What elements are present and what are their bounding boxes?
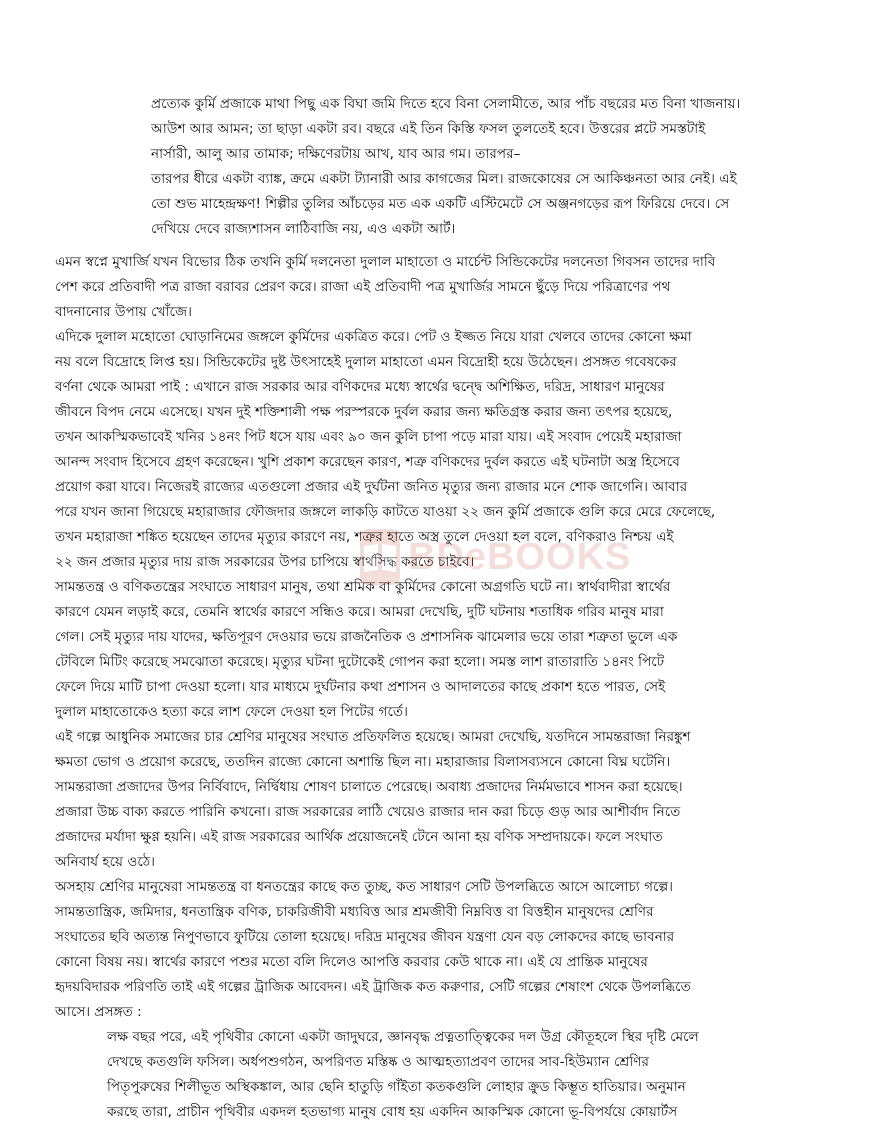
text-line: সামন্ততন্ত্র ও বণিকতন্ত্রের সংঘাতে সাধারণ মানুষ, তথা শ্রমিক বা কুর্মিদের কোনো অগ্রগতি ঘটে না। স্বার্থবাদীরা স্বার্থের — [55, 579, 671, 595]
text-line: আনন্দ সংবাদ হিসেবে গ্রহণ করেছেন। খুশি প্রকাশ করেছেন কারণ, শত্রু বণিকদের দুর্বল করতে এই ঘটনাটা অস্ত্র হিসেবে — [55, 454, 680, 470]
text-line: তখন আকস্মিকভাবেই খনির ১৪নং পিট ধসে যায় এবং ৯০ জন কুলি চাপা পড়ে মারা যায়। এই সংবাদ পেয়েই মহারাজা — [55, 429, 682, 445]
text-line: বর্ণনা থেকে আমরা পাই : এখানে রাজ সরকার আর বণিকদের মধ্যে স্বার্থের দ্বন্দ্বে অশিক্ষিত, দরিদ্র, সাধারণ মানুষের — [55, 379, 665, 395]
body-paragraph-3 — [55, 325, 798, 575]
text-line: নার্সারী, আলু আর তামাক; দক্ষিণেরটায় আখ, যাব আর গম। তারপর– — [151, 146, 521, 162]
text-line: ফেলে দিয়ে মাটি চাপা দেওয়া হলো। যার মাধ্যমে দুর্ঘটনার কথা প্রশাসন ও আদালতের কাছে প্রকাশ হতে পারত, সেই — [55, 679, 666, 695]
text-line: আউশ আর আমন; তা ছাড়া একটা রব। বছরে এই তিন কিস্তি ফসল তুলতেই হবে। উত্তরের প্লটে সমস্তটাই — [151, 121, 706, 137]
body-paragraph-2 — [55, 250, 798, 325]
text-line: ২২ জন প্রজার মৃত্যুর দায় রাজ সরকারের উপর চাপিয়ে স্বার্থসিদ্ধ করতে চাইবে। — [55, 554, 475, 570]
text-line: টেবিলে মিটিং করেছে সমঝোতা করেছে। মৃত্যুর ঘটনা দুটোকেই গোপন করা হলো। সমস্ত লাশ রাতারাতি ১৪নং পিটে — [55, 654, 665, 670]
text-line: জীবনে বিপদ নেমে এসেছে। যখন দুই শক্তিশালী পক্ষ পরস্পরকে দুর্বল করার জন্য ক্ষতিগ্রস্ত করার জন্য তৎপর হয়েছে, — [55, 404, 673, 420]
text-line: নয় বলে বিদ্রোহে লিপ্ত হয়। সিন্ডিকেটের দুষ্ট উৎসাহেই দুলাল মাহাতো এমন বিদ্রোহী হয়ে উঠেছেন। প্রসঙ্গত গবেষকের — [55, 354, 677, 370]
text-line: তারপর ধীরে একটা ব্যাঙ্ক, ক্রমে একটা ট্যানারী আর কাগজের মিল। রাজকোষের সে আকিঞ্চনতা আর নেই। এই — [151, 171, 737, 187]
text-line: এদিকে দুলাল মহোতো ঘোড়ানিমের জঙ্গলে কুর্মিদের একত্রিত করে। পেট ও ইজ্জত নিয়ে যারা খেলবে তাদের কোনো ক্ষমা — [55, 329, 692, 345]
text-line: প্রজারা উচ্চ বাক্য করতে পারিনি কখনো। রাজ সরকারের লাঠি খেয়েও রাজার দান করা চিড়ে গুড় আর আশীর্বাদ নিতে — [55, 804, 681, 820]
text-line: এই গল্পে আধুনিক সমাজের চার শ্রেণির মানুষের সংঘাত প্রতিফলিত হয়েছে। আমরা দেখেছি, যতদিনে সামন্তরাজা নিরঙ্কুশ — [55, 729, 691, 745]
text-line: লক্ষ বছর পরে, এই পৃথিবীর কোনো একটা জাদুঘরে, জ্ঞানবৃদ্ধ প্রত্নতাত্ত্বিকের দল উগ্র কৌতূহলে স্থির দৃষ্টি মেলে — [107, 1029, 699, 1045]
quote-paragraph-1 — [151, 92, 798, 242]
body-paragraph-4 — [55, 575, 798, 725]
text-line: দুলাল মাহাতোকেও হত্যা করে লাশ ফেলে দেওয়া হল পিটের গর্তে। — [55, 704, 408, 720]
text-line: অনিবার্য হয়ে ওঠে। — [55, 854, 155, 870]
text-line: ক্ষমতা ভোগ ও প্রয়োগ করেছে, ততদিন রাজ্যে কোনো অশান্তি ছিল না। মহারাজার বিলাসব্যসনে কোনো বিঘ্ন ঘটেনি। — [55, 754, 671, 770]
text-line: হৃদয়বিদারক পরিণতি তাই এই গল্পের ট্রাজিক আবেদন। এই ট্রাজিক কত করুণার, সেটি গল্পের শেষাংশ থেকে উপলব্ধিতে — [55, 979, 691, 995]
text-line: সংঘাতের ছবি অত্যন্ত নিপুণভাবে ফুটিয়ে তোলা হয়েছে। দরিদ্র মানুষের জীবন যন্ত্রণা যেন বড় লোকদের কাছে ভাবনার — [55, 929, 675, 945]
quote-paragraph-7 — [107, 1025, 798, 1125]
text-line: বাদনানোর উপায় খোঁজে। — [55, 304, 192, 320]
watermark-text: BDeBOOKS — [408, 535, 632, 578]
text-line: কোনো বিষয় নয়। স্বার্থের কারণে পশুর মতো বলি দিলেও আপত্তি করবার কেউ থাকে না। এই যে প্রান্তিক মানুষের — [55, 954, 648, 970]
text-line: দেখিয়ে দেবে রাজ্যশাসন লাঠিবাজি নয়, এও একটা আর্ট। — [151, 221, 456, 237]
text-line: সামন্ততান্ত্রিক, জমিদার, ধনতান্ত্রিক বণিক, চাকরিজীবী মধ্যবিত্ত আর শ্রমজীবী নিম্নবিত্ত বা বিত্তহীন মানুষদের শ্রেণির — [55, 904, 654, 920]
text-line: পেশ করে প্রতিবাদী পত্র রাজা বরাবর প্রেরণ করে। রাজা এই প্রতিবাদী পত্র মুখার্জির সামনে ছুঁড়ে দিয়ে পরিত্রাণের পথ — [55, 279, 671, 295]
text-line: এমন স্বপ্নে মুখার্জি যখন বিভোর ঠিক তখনি কুর্মি দলনেতা দুলাল মাহাতো ও মার্চেন্ট সিন্ডিকেটের দলনেতা গিবসন তাদের দাবি — [55, 254, 716, 270]
text-line: সামন্তরাজা প্রজাদের উপর নির্বিবাদে, নির্দ্বিধায় শোষণ চালাতে পেরেছে। অবাধ্য প্রজাদের নির্মমভাবে শাসন করা হয়েছে। — [55, 779, 683, 795]
text-line: কারণে যেমন লড়াই করে, তেমনি স্বার্থের কারণে সন্ধিও করে। আমরা দেখেছি, দুটি ঘটনায় শতাধিক গরিব মানুষ মারা — [55, 604, 664, 620]
body-paragraph-5 — [55, 725, 798, 875]
text-line: করছে তারা, প্রাচীন পৃথিবীর একদল হতভাগ্য মানুষ বোধ হয় একদিন আকস্মিক কোনো ভূ-বিপর্যয়ে কোয়ার্টস — [107, 1104, 678, 1120]
text-line: অসহায় শ্রেণির মানুষেরা সামন্ততন্ত্র বা ধনতন্ত্রের কাছে কত তুচ্ছ, কত সাধারণ সেটি উপলব্ধিতে আসে আলোচ্য গল্পে। — [55, 879, 674, 895]
text-line: তো শুভ মাহেন্দ্রক্ষণ! শিল্পীর তুলির আঁচড়ের মত এক একটি এস্টিমেটে সে অঞ্জনগড়ের রূপ ফিরিয়ে দেবে। সে — [151, 196, 730, 212]
text-line: আসে। প্রসঙ্গত : — [55, 1004, 142, 1020]
text-line: প্রত্যেক কুর্মি প্রজাকে মাথা পিছু এক বিঘা জমি দিতে হবে বিনা সেলামীতে, আর পাঁচ বছরের মত বিনা খাজনায়। — [151, 96, 741, 112]
text-line: তখন মহারাজা শঙ্কিত হয়েছেন তাদের মৃত্যুর কারণে নয়, শত্রুর হাতে অস্ত্র তুলে দেওয়া হল বলে, বণিকরাও নিশ্চয় এই — [55, 529, 674, 545]
text-line: পরে যখন জানা গিয়েছে মহারাজার ফৌজদার জঙ্গলে লাকড়ি কাটতে যাওয়া ২২ জন কুর্মি প্রজাকে গুলি করে মেরে ফেলেছে, — [55, 504, 716, 520]
text-line: প্রজাদের মর্যাদা ক্ষুণ্ণ হয়নি। এই রাজ সরকারের আর্থিক প্রয়োজনেই টেনে আনা হয় বণিক সম্প্রদায়কে। ফলে সংঘাত — [55, 829, 663, 845]
text-line: পিতৃপুরুষের শিলীভূত অস্থিকঙ্কাল, আর ছেনি হাতুড়ি গাঁইতা কতকগুলি লোহার ক্রুড কিম্ভূত হাতিয়ার। অনুমান — [107, 1079, 686, 1095]
body-paragraph-6 — [55, 875, 798, 1025]
text-line: প্রয়োগ করা যাবে। নিজেরই রাজ্যের এতগুলো প্রজার এই দুর্ঘটনা জনিত মৃত্যুর জন্য রাজার মনে শোক জাগেনি। আবার — [55, 479, 688, 495]
text-line: গেল। সেই মৃত্যুর দায় যাদের, ক্ষতিপূরণ দেওয়ার ভয়ে রাজনৈতিক ও প্রশাসনিক ঝামেলার ভয়ে তারা শত্রুতা ভুলে এক — [55, 629, 678, 645]
text-line: দেখছে কতগুলি ফসিল। অর্ধপশুগঠন, অপরিণত মস্তিষ্ক ও আত্মহত্যাপ্রবণ তাদের সাব-হিউম্যান শ্রেণির — [107, 1054, 649, 1070]
